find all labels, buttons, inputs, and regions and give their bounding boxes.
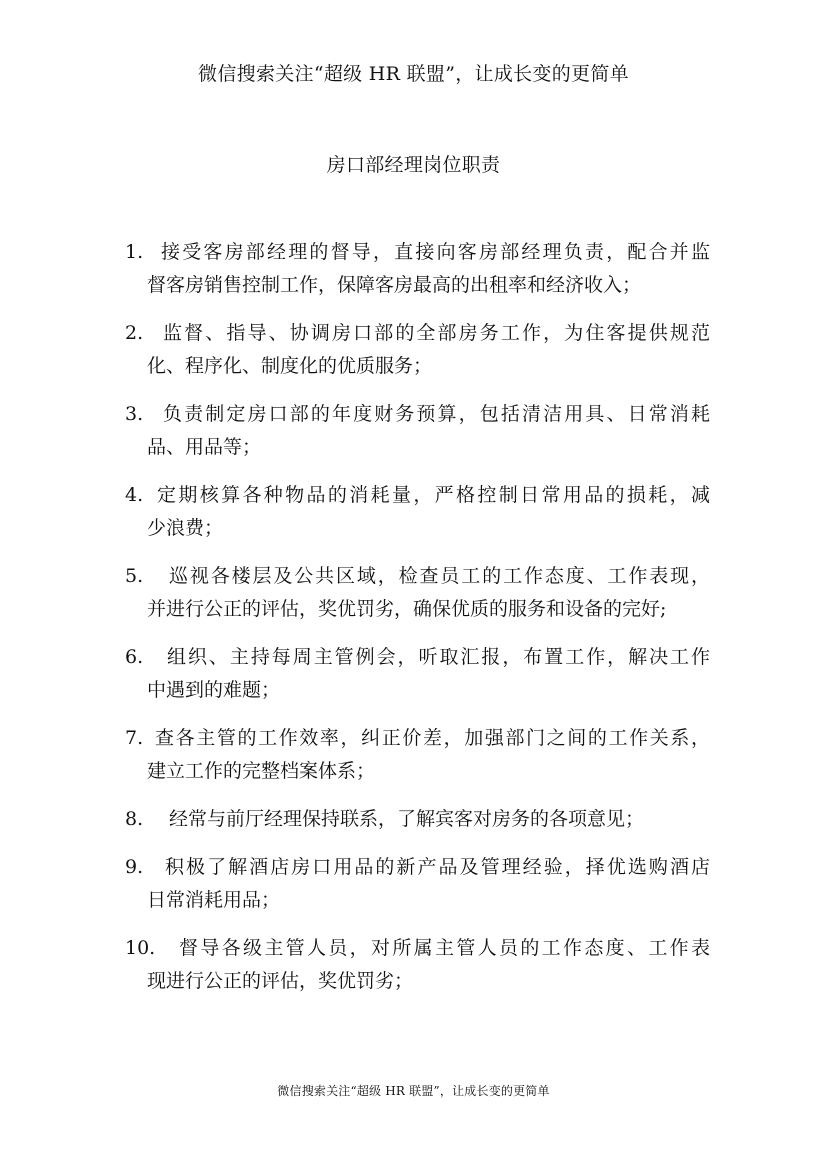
duty-item-5: [125, 560, 710, 626]
duty-line: 查各主管的工作效率，纠正价差，加强部门之间的工作关系，: [155, 727, 710, 749]
duty-number: 4.: [125, 484, 144, 506]
duty-item-4: [125, 479, 710, 545]
duty-line: 积极了解酒店房口用品的新产品及管理经验，择优选购酒店: [165, 856, 710, 878]
duty-number: 7.: [125, 727, 144, 749]
duty-item-3: [125, 398, 710, 464]
duty-line: 化、程序化、制度化的优质服务；: [147, 355, 433, 377]
duty-item-9: [125, 851, 710, 917]
duty-number: 2.: [125, 322, 144, 344]
duty-number: 10.: [125, 937, 156, 959]
duty-line: 建立工作的完整档案体系；: [147, 760, 376, 782]
duty-line: 中遇到的难题；: [147, 679, 281, 701]
duty-line: 接受客房部经理的督导，直接向客房部经理负责，配合并监: [161, 241, 710, 263]
duty-item-10: [125, 932, 710, 998]
duty-text: [147, 641, 710, 707]
duty-text: [147, 722, 710, 788]
duty-line: 监督、指导、协调房口部的全部房务工作，为住客提供规范: [163, 322, 710, 344]
duty-number: 1.: [125, 241, 144, 263]
duty-item-1: [125, 236, 710, 302]
duty-item-7: [125, 722, 710, 788]
duty-line: 现进行公正的评估，奖优罚劣；: [147, 970, 414, 992]
duty-text: [147, 932, 710, 998]
duty-text: [147, 479, 710, 545]
duty-line: 经常与前厅经理保持联系，了解宾客对房务的各项意见；: [169, 808, 645, 830]
duty-list: [125, 236, 710, 1013]
duty-line: 负责制定房口部的年度财务预算，包括清洁用具、日常消耗: [163, 403, 710, 425]
duty-line: 定期核算各种物品的消耗量，严格控制日常用品的损耗，减: [157, 484, 710, 506]
page-header: 微信搜索关注“超级 HR 联盟”，让成长变的更简单: [198, 63, 629, 85]
duty-text: [147, 398, 710, 464]
duty-line: 日常消耗用品；: [147, 889, 281, 911]
duty-text: [147, 236, 710, 302]
duty-text: [147, 317, 710, 383]
duty-item-8: [125, 803, 710, 836]
duty-line: 品、用品等；: [147, 436, 262, 458]
duty-item-6: [125, 641, 710, 707]
duty-text: [147, 560, 710, 626]
duty-line: 督导各级主管人员，对所属主管人员的工作态度、工作表: [179, 937, 710, 959]
duty-number: 3.: [125, 403, 144, 425]
page-footer: 微信搜索关注“超级 HR 联盟”，让成长变的更简单: [277, 1084, 550, 1098]
duty-number: 5.: [125, 565, 144, 587]
duty-number: 6.: [125, 646, 144, 668]
duty-line: 巡视各楼层及公共区域，检查员工的工作态度、工作表现，: [169, 565, 710, 587]
duty-line: 并进行公正的评估，奖优罚劣，确保优质的服务和设备的完好;: [147, 598, 667, 620]
duty-number: 8.: [125, 808, 144, 830]
duty-item-2: [125, 317, 710, 383]
duty-line: 督客房销售控制工作，保障客房最高的出租率和经济收入；: [147, 274, 642, 296]
duty-line: 组织、主持每周主管例会，听取汇报，布置工作，解决工作: [167, 646, 710, 668]
duty-text: [147, 851, 710, 917]
duty-line: 少浪费；: [147, 517, 224, 539]
duty-number: 9.: [125, 856, 144, 878]
document-title: 房口部经理岗位职责: [326, 154, 501, 176]
duty-text: [169, 803, 710, 836]
